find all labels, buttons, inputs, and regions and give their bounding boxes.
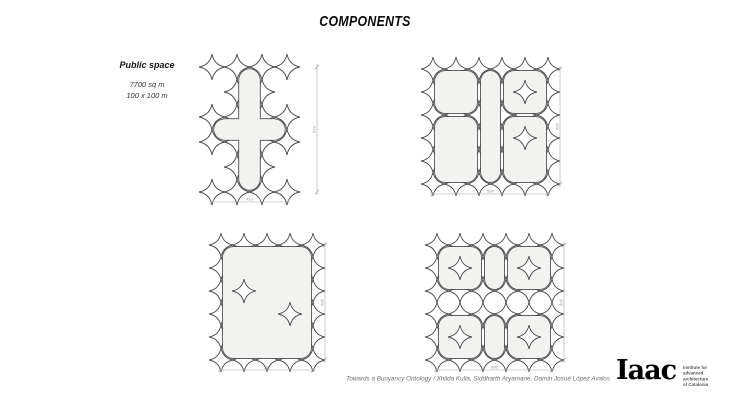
project-credit: Towards a Buoyancy Ontology / Xhilda Kulla, Siddharth Aryamane, Damin Josué López Avalos xyxy=(346,375,610,382)
iaac-logo xyxy=(616,357,729,407)
legend-block xyxy=(103,60,191,102)
iaac-wordmark-icon: Iaac xyxy=(616,355,677,386)
svg-text:600: 600 xyxy=(558,299,564,306)
diagram-module-grid-c xyxy=(424,232,576,389)
diagram-public-space-cross xyxy=(199,54,329,221)
svg-text:600: 600 xyxy=(487,188,494,194)
slide-title: COMPONENTS xyxy=(319,13,411,30)
diagram-module-grid-a xyxy=(420,56,572,213)
svg-text:610: 610 xyxy=(311,126,317,133)
svg-text:500: 500 xyxy=(263,364,271,370)
diagram-svg-public-space-cross xyxy=(199,54,329,216)
legend-area: 7700 sq m xyxy=(129,80,165,89)
svg-text:410: 410 xyxy=(246,196,253,202)
legend-module-size: 100 x 100 m xyxy=(126,90,168,100)
diagram-svg-module-grid-a xyxy=(420,56,572,208)
iaac-tagline: Institute for advanced architecture of Catalonia xyxy=(683,365,709,388)
legend-title: Public space xyxy=(119,60,175,70)
svg-text:600: 600 xyxy=(491,364,498,370)
svg-text:600: 600 xyxy=(554,123,560,130)
diagram-module-grid-b xyxy=(208,232,337,389)
svg-text:600: 600 xyxy=(319,299,325,306)
diagram-svg-module-grid-c xyxy=(424,232,576,384)
diagram-svg-module-grid-b xyxy=(208,232,337,384)
